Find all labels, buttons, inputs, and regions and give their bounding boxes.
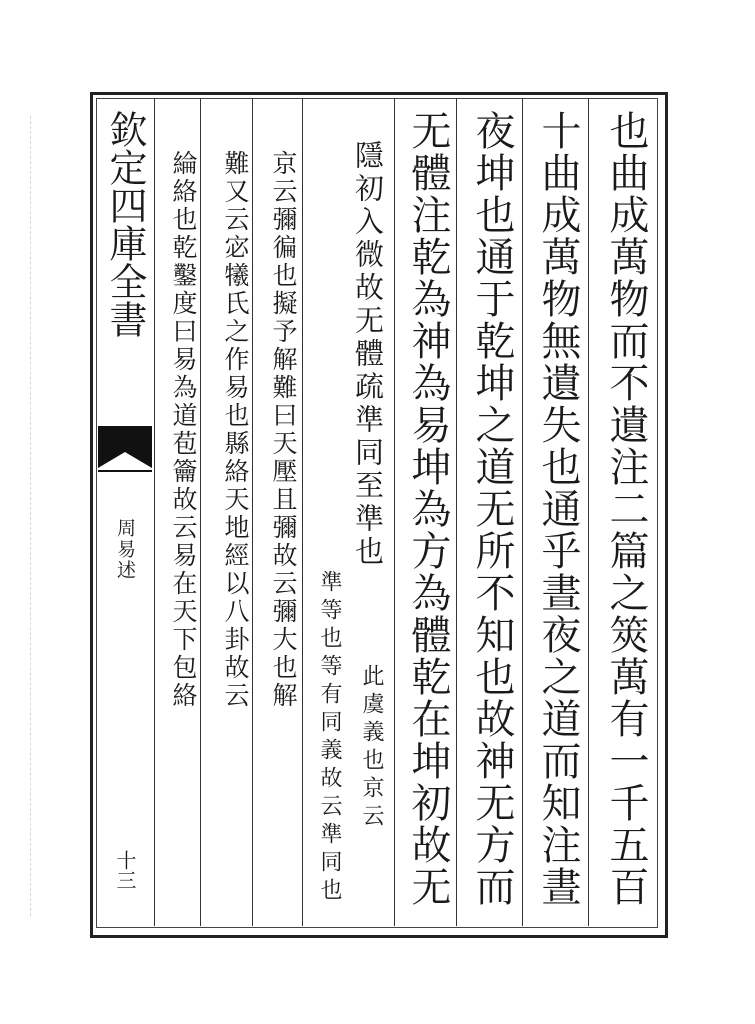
- commentary-column-7: 京云彌徧也擬予解難曰天壓且彌故云彌大也解: [269, 150, 298, 710]
- commentary-column-6: 準等也等有同義故云準同也: [317, 570, 342, 906]
- text-column-2: 十曲成萬物無遺失也通乎晝夜之道而知注晝: [535, 110, 581, 908]
- commentary-column-5a: 隱初入微故无體疏準同至準也: [351, 140, 385, 569]
- commentary-column-9: 綸絡也乾鑿度曰易為道苞籥故云易在天下包絡: [169, 150, 198, 710]
- page-number: 十三: [113, 850, 137, 890]
- commentary-column-5b: 此虞義也京云: [359, 664, 384, 832]
- text-column-3: 夜坤也通于乾坤之道无所不知也故神无方而: [469, 110, 515, 908]
- text-column-4: 无體注乾為神為易坤為方為體乾在坤初故无: [405, 110, 451, 908]
- commentary-column-8: 難又云宓犧氏之作易也縣絡天地經以八卦故云: [221, 150, 250, 710]
- section-title: 周易述: [114, 518, 136, 581]
- text-column-1: 也曲成萬物而不遺注二篇之筴萬有一千五百: [603, 110, 649, 908]
- book-title: 欽定四庫全書: [103, 110, 147, 338]
